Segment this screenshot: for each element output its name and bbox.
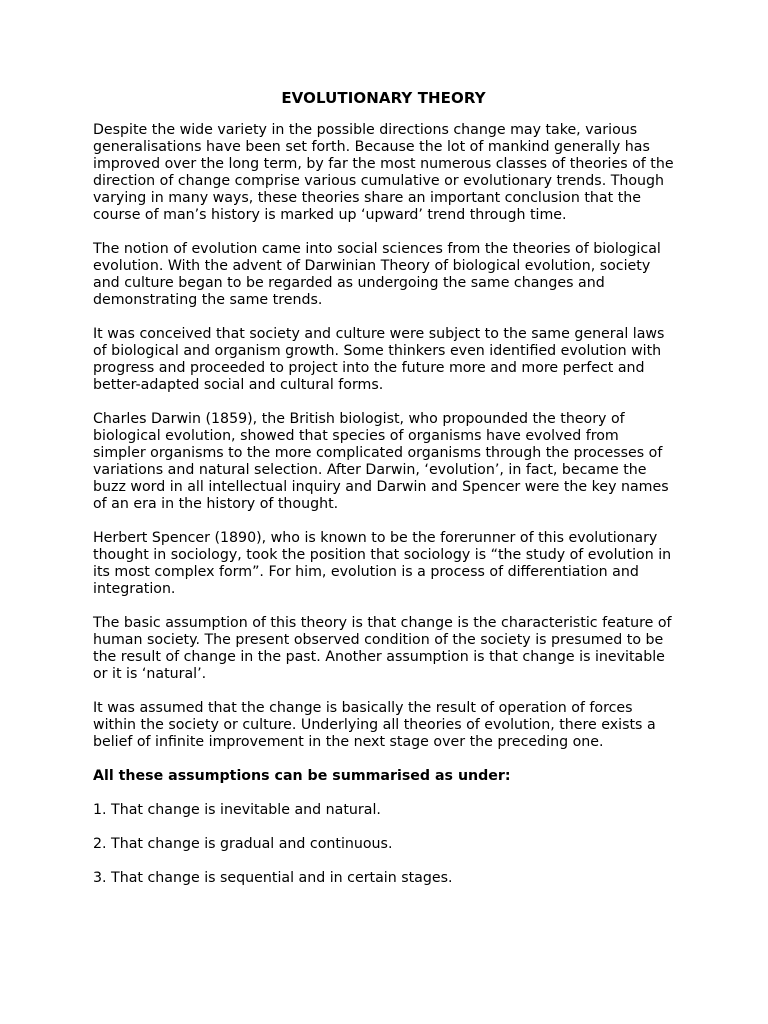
- summary-heading: All these assumptions can be summarised as under:: [93, 768, 511, 784]
- paragraph: It was assumed that the change is basically the result of operation of forces within the society or culture. Underlying all theories of evolution, there exists a belief of infinite improvement in the next stage over the preceding one.: [93, 700, 656, 750]
- list-item: 2. That change is gradual and continuous.: [93, 836, 393, 852]
- list-item: 1. That change is inevitable and natural.: [93, 802, 381, 818]
- paragraph: The basic assumption of this theory is that change is the characteristic feature of human society. The present observed condition of the society is presumed to be the result of change in the past. Another assumption is that change is inevitable or it is ‘natural’.: [93, 615, 672, 682]
- paragraph: Charles Darwin (1859), the British biologist, who propounded the theory of biological evolution, showed that species of organisms have evolved from simpler organisms to the more complicated organisms through the processes of variations and natural selection. After Darwin, ‘evolution’, in fact, became the buzz word in all intellectual inquiry and Darwin and Spencer were the key names of an era in the history of thought.: [93, 411, 669, 512]
- list-item: 3. That change is sequential and in certain stages.: [93, 870, 453, 886]
- paragraph: Despite the wide variety in the possible directions change may take, various generalisations have been set forth. Because the lot of mankind generally has improved over the long term, by far the most numerous classes of theories of the direction of change comprise various cumulative or evolutionary trends. Though varying in many ways, these theories share an important conclusion that the course of man’s history is marked up ‘upward’ trend through time.: [93, 122, 674, 223]
- paragraph: Herbert Spencer (1890), who is known to be the forerunner of this evolutionary thought in sociology, took the position that sociology is “the study of evolution in its most complex form”. For him, evolution is a process of differentiation and integration.: [93, 530, 672, 597]
- paragraph: It was conceived that society and culture were subject to the same general laws of biological and organism growth. Some thinkers even identified evolution with progress and proceeded to project into the future more and more perfect and better-adapted social and cultural forms.: [93, 326, 665, 393]
- document-title: EVOLUTIONARY THEORY: [281, 89, 486, 107]
- paragraph: The notion of evolution came into social sciences from the theories of biological evolution. With the advent of Darwinian Theory of biological evolution, society and culture began to be regarded as undergoing the same changes and demonstrating the same trends.: [93, 241, 661, 308]
